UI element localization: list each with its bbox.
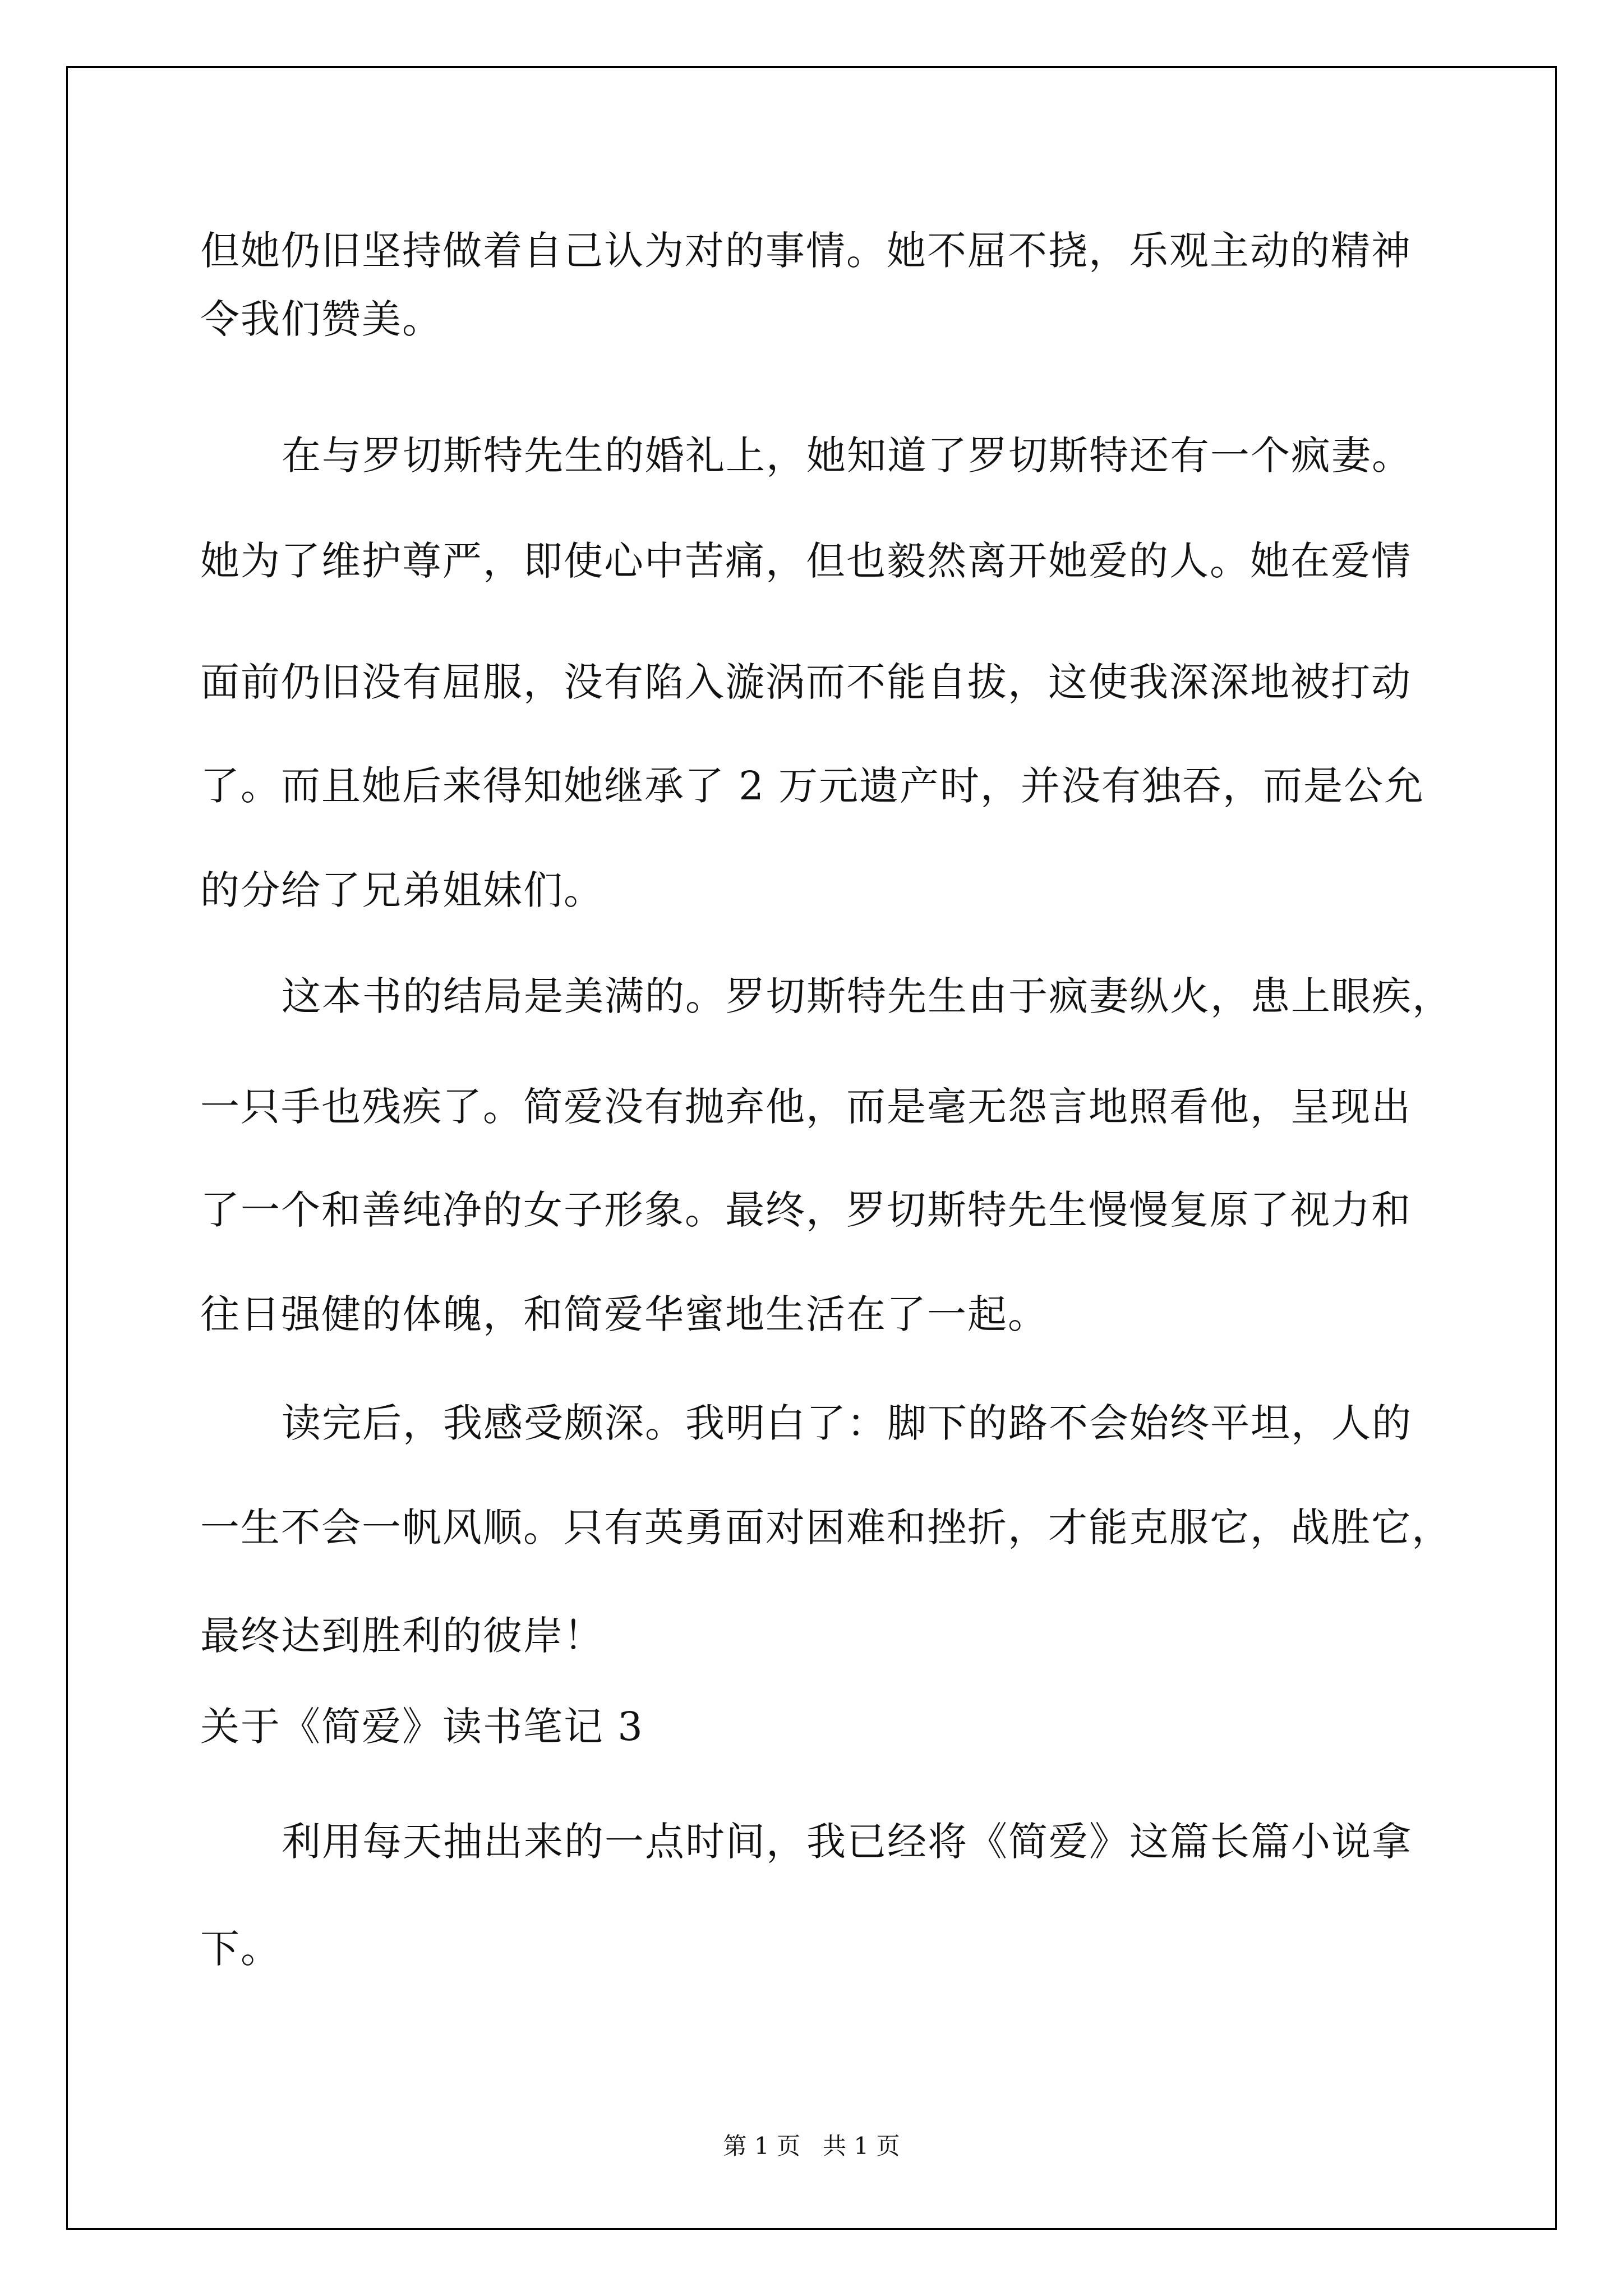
paragraph-line: 一只手也残疾了。简爱没有抛弃他，而是毫无怨言地照看他，呈现出 xyxy=(200,1084,1412,1130)
paragraph-line: 下。 xyxy=(200,1926,281,1972)
paragraph-line: 在与罗切斯特先生的婚礼上，她知道了罗切斯特还有一个疯妻。 xyxy=(282,432,1412,478)
paragraph-line: 往日强健的体魄，和简爱华蜜地生活在了一起。 xyxy=(200,1291,1048,1337)
paragraph-line: 利用每天抽出来的一点时间，我已经将《简爱》这篇长篇小说拿 xyxy=(282,1819,1412,1865)
paragraph-line: 了。而且她后来得知她继承了 2 万元遗产时，并没有独吞，而是公允 xyxy=(200,763,1425,809)
page-border xyxy=(66,66,1557,2230)
paragraph-line: 了一个和善纯净的女子形象。最终，罗切斯特先生慢慢复原了视力和 xyxy=(200,1187,1412,1233)
paragraph-line: 令我们赞美。 xyxy=(200,296,442,342)
paragraph-line: 这本书的结局是美满的。罗切斯特先生由于疯妻纵火，患上眼疾， xyxy=(282,973,1453,1019)
paragraph-line: 一生不会一帆风顺。只有英勇面对困难和挫折，才能克服它，战胜它， xyxy=(200,1504,1452,1550)
paragraph-line: 的分给了兄弟姐妹们。 xyxy=(200,867,604,913)
paragraph-line: 她为了维护尊严，即使心中苦痛，但也毅然离开她爱的人。她在爱情 xyxy=(200,538,1412,584)
paragraph-line: 但她仍旧坚持做着自己认为对的事情。她不屈不挠，乐观主动的精神 xyxy=(200,228,1412,274)
paragraph-line: 面前仍旧没有屈服，没有陷入漩涡而不能自拔，这使我深深地被打动 xyxy=(200,659,1412,705)
page-number-footer: 第 1 页 共 1 页 xyxy=(723,2132,900,2160)
paragraph-line: 读完后，我感受颇深。我明白了：脚下的路不会始终平坦，人的 xyxy=(282,1400,1412,1446)
paragraph-line: 最终达到胜利的彼岸！ xyxy=(200,1613,604,1659)
section-heading: 关于《简爱》读书笔记 3 xyxy=(200,1704,644,1750)
